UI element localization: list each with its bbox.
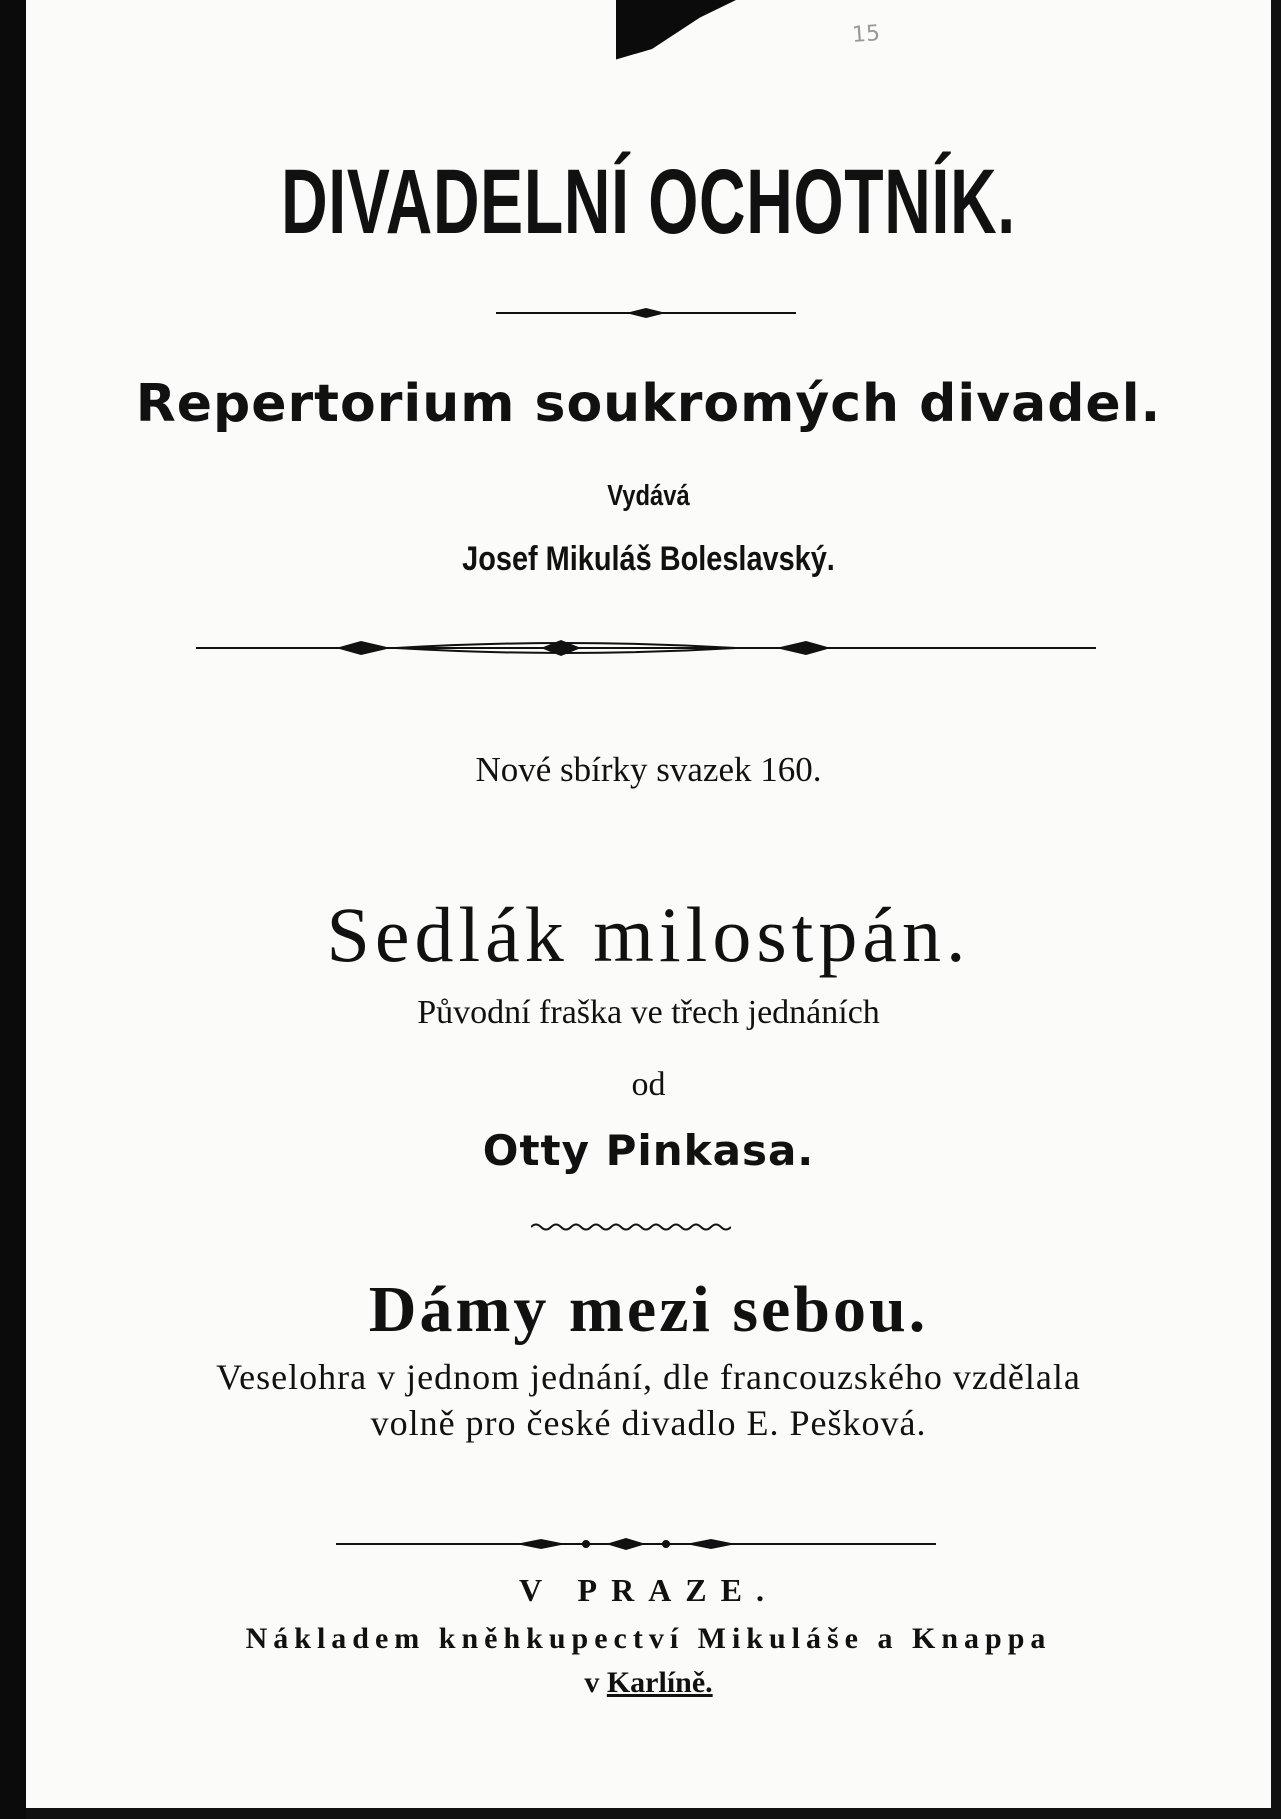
imprint-place <box>26 1666 1271 1700</box>
play2-subtitle-line1: Veselohra v jednom jednání, dle francouzského vzdělala <box>216 1357 1081 1397</box>
play1-author: Otty Pinkasa. <box>482 1126 815 1175</box>
imprint-place-prefix: v <box>584 1666 600 1699</box>
divider-ornament-1 <box>496 305 796 321</box>
scan-edge <box>0 0 26 1819</box>
divider-wave <box>531 1220 731 1234</box>
editor-intro: Vydává <box>607 480 690 512</box>
divider-ornament-2 <box>196 636 1096 660</box>
play2-title: Dámy mezi sebou. <box>368 1273 929 1346</box>
play1-by: od <box>631 1066 666 1103</box>
divider-ornament-3 <box>336 1536 936 1552</box>
play1-title: Sedlák milostpán. <box>326 891 971 978</box>
volume-number: Nové sbírky svazek 160. <box>475 750 822 789</box>
imprint-city: V PRAZE. <box>519 1572 778 1608</box>
play2-subtitle-line2: volně pro české divadlo E. Pešková. <box>370 1403 927 1443</box>
editor-name: Josef Mikuláš Boleslavský. <box>462 540 835 578</box>
play1-subtitle: Původní fraška ve třech jednáních <box>417 994 880 1031</box>
title-page <box>26 0 1271 1808</box>
imprint-place-name: Karlíně. <box>606 1666 713 1699</box>
series-title: DIVADELNÍ OCHOTNÍK. <box>281 151 1016 253</box>
imprint-publisher: Nákladem kněhkupectví Mikuláše a Knappa <box>245 1622 1052 1655</box>
folio-number: 15 <box>851 21 881 48</box>
series-subtitle: Repertorium soukromých divadel. <box>135 374 1162 434</box>
torn-corner <box>616 0 736 70</box>
